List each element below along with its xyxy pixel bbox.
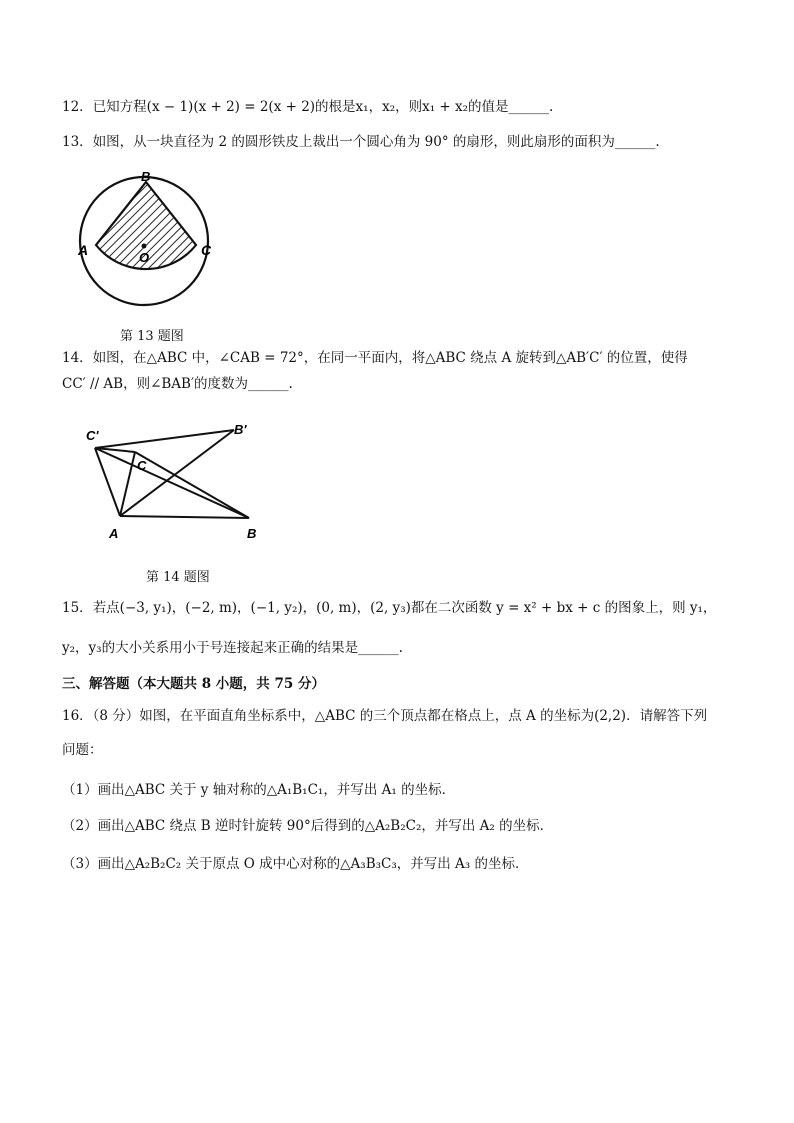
figure-14-caption: 第 14 题图 [146, 570, 210, 585]
figure-14-label-a: A [109, 526, 119, 541]
question-12 [62, 97, 553, 117]
figure-14-label-b: B [247, 526, 257, 541]
question-13-number: 13． [62, 134, 93, 150]
figure-13-label-a: A [78, 242, 89, 258]
question-16-line-2: 问题： [62, 742, 103, 758]
question-14-text-1: 如图，在△ABC 中，∠CAB = 72°，在同一平面内，将△ABC 绕点 A 旋转到△AB′C′ 的位置，使得 [92, 350, 688, 366]
question-15-number: 15． [62, 600, 93, 616]
question-14-line-1 [62, 348, 688, 368]
question-13-text: 如图，从一块直径为 2 的圆形铁皮上裁出一个圆心角为 90° 的扇形，则此扇形的面积为______. [92, 134, 660, 150]
question-13 [62, 132, 660, 152]
figure-14-rotated-triangles [84, 418, 270, 548]
figure-14-label-c: C [137, 458, 147, 473]
figure-14-label-b-prime: B' [234, 422, 247, 437]
question-15-line-1 [62, 598, 716, 618]
question-14-line-2: CC′ // AB，则∠BAB′的度数为______. [62, 376, 293, 392]
figure-13-caption: 第 13 题图 [120, 329, 184, 344]
question-16-line-1: 16．（8 分）如图，在平面直角坐标系中，△ABC 的三个顶点都在格点上，点 A 的坐标为(2,2)．请解答下列 [62, 708, 708, 724]
figure-13-label-b: B [141, 169, 151, 184]
question-15-text-1: 若点(−3, y₁)，(−2, m)，(−1, y₂)，(0, m)，(2, y₃)都在二次函数 y = x² + bx + c 的图象上，则 y₁， [92, 600, 717, 616]
question-12-text: 已知方程(x − 1)(x + 2) = 2(x + 2)的根是x₁，x₂，则x₁ + x₂的值是______. [92, 99, 554, 115]
figure-13-label-o: O [139, 250, 150, 265]
figure-13-circle-sector [70, 168, 220, 313]
question-16-sub-1: （1）画出△ABC 关于 y 轴对称的△A₁B₁C₁，并写出 A₁ 的坐标． [62, 782, 456, 798]
figure-13-center-dot [142, 244, 147, 249]
figure-13-label-c: C [201, 242, 212, 258]
figure-14-label-c-prime: C' [86, 428, 99, 443]
question-12-number: 12． [62, 99, 93, 115]
question-16-sub-2: （2）画出△ABC 绕点 B 逆时针旋转 90°后得到的△A₂B₂C₂，并写出 A₂ 的坐标． [62, 818, 554, 834]
question-15-line-2: y₂，y₃的大小关系用小于号连接起来正确的结果是______. [62, 640, 403, 656]
section-3-heading: 三、解答题（本大题共 8 小题，共 75 分） [62, 676, 325, 692]
question-16-sub-3: （3）画出△A₂B₂C₂ 关于原点 O 成中心对称的△A₃B₃C₃，并写出 A₃ 的坐标． [62, 856, 529, 872]
question-14-number: 14． [62, 350, 93, 366]
